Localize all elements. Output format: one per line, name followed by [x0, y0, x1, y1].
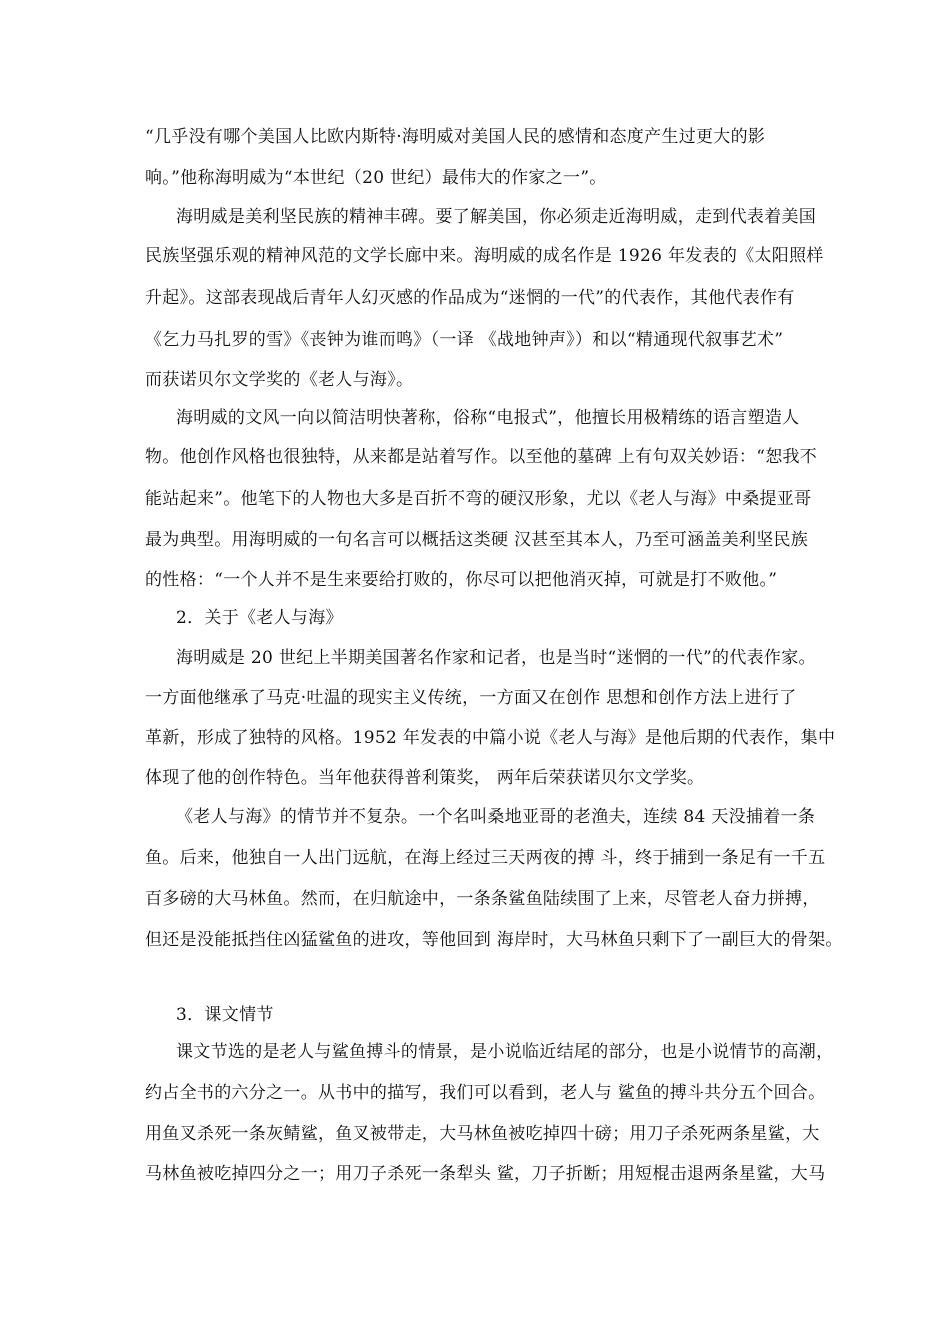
paragraph-7-line-3: 马林鱼被吃掉四分之一；用刀子杀死一条犁头 鲨，刀子折断；用短棍击退两条星鲨，大马 — [145, 1164, 826, 1184]
paragraph-1-line-2: 升起》。这部表现战后青年人幻灭感的作品成为“迷惘的一代”的代表作，其他代表作有 — [145, 288, 795, 308]
section-heading-3: 3．课文情节 — [176, 1005, 274, 1025]
paragraph-7-line-0: 课文节选的是老人与鲨鱼搏斗的情景，是小说临近结尾的部分，也是小说情节的高潮， — [176, 1042, 834, 1062]
paragraph-4-line-0: 海明威是 20 世纪上半期美国著名作家和记者，也是当时“迷惘的一代”的代表作家。 — [176, 648, 816, 668]
paragraph-5-line-0: 《老人与海》的情节并不复杂。一个名叫桑地亚哥的老渔夫，连续 84 天没捕着一条 — [176, 807, 816, 827]
section-heading-2: 2．关于《老人与海》 — [176, 608, 343, 628]
paragraph-2-line-3: 最为典型。用海明威的一句名言可以概括这类硬 汉甚至其本人，乃至可涵盖美利坚民族 — [145, 530, 809, 550]
paragraph-2-line-4: 的性格：“一个人并不是生来要给打败的，你尽可以把他消灭掉，可就是打不败他。” — [145, 570, 778, 590]
paragraph-5-line-1: 鱼。后来，他独自一人出门远航，在海上经过三天两夜的搏 斗，终于捕到一条足有一千五 — [145, 848, 826, 868]
paragraph-2-line-1: 物。他创作风格也很独特，从来都是站着写作。以至他的墓碑 上有句双关妙语：“恕我不 — [145, 447, 818, 467]
paragraph-4-line-2: 革新，形成了独特的风格。1952 年发表的中篇小说《老人与海》是他后期的代表作，集中 — [145, 728, 836, 748]
paragraph-2-line-0: 海明威的文风一向以简洁明快著称，俗称“电报式”，他擅长用极精练的语言塑造人 — [176, 408, 800, 428]
paragraph-1-line-0: 海明威是美利坚民族的精神丰碑。要了解美国，你必须走近海明威，走到代表着美国 — [176, 207, 817, 227]
paragraph-1-line-4: 而获诺贝尔文学奖的《老人与海》。 — [145, 370, 414, 390]
paragraph-7-line-2: 用鱼叉杀死一条灰鲭鲨，鱼叉被带走，大马林鱼被吃掉四十磅；用刀子杀死两条星鲨，大 — [145, 1124, 820, 1144]
paragraph-4-line-3: 体现了他的创作特色。当年他获得普利策奖， 两年后荣获诺贝尔文学奖。 — [145, 768, 705, 788]
paragraph-0-line-1: 响。”他称海明威为“本世纪（20 世纪）最伟大的作家之一”。 — [145, 168, 607, 188]
paragraph-5-line-3: 但还是没能抵挡住凶猛鲨鱼的进攻，等他回到 海岸时，大马林鱼只剩下了一副巨大的骨架。 — [145, 930, 843, 950]
paragraph-5-line-2: 百多磅的大马林鱼。然而，在归航途中，一条条鲨鱼陆续围了上来，尽管老人奋力拼搏， — [145, 889, 820, 909]
paragraph-4-line-1: 一方面他继承了马克·吐温的现实主义传统，一方面又在创作 思想和创作方法上进行了 — [145, 688, 797, 708]
paragraph-2-line-2: 能站起来”。他笔下的人物也大多是百折不弯的硬汉形象，尤以《老人与海》中桑提亚哥 — [145, 489, 812, 509]
paragraph-1-line-3: 《乞力马扎罗的雪》《丧钟为谁而鸣》（一译 《战地钟声》）和以“精通现代叙事艺术” — [145, 330, 784, 350]
paragraph-7-line-1: 约占全书的六分之一。从书中的描写，我们可以看到，老人与 鲨鱼的搏斗共分五个回合。 — [145, 1083, 826, 1103]
paragraph-1-line-1: 民族坚强乐观的精神风范的文学长廊中来。海明威的成名作是 1926 年发表的《太阳照样 — [145, 246, 824, 266]
paragraph-0-line-0: “几乎没有哪个美国人比欧内斯特·海明威对美国人民的感情和态度产生过更大的影 — [145, 127, 766, 147]
